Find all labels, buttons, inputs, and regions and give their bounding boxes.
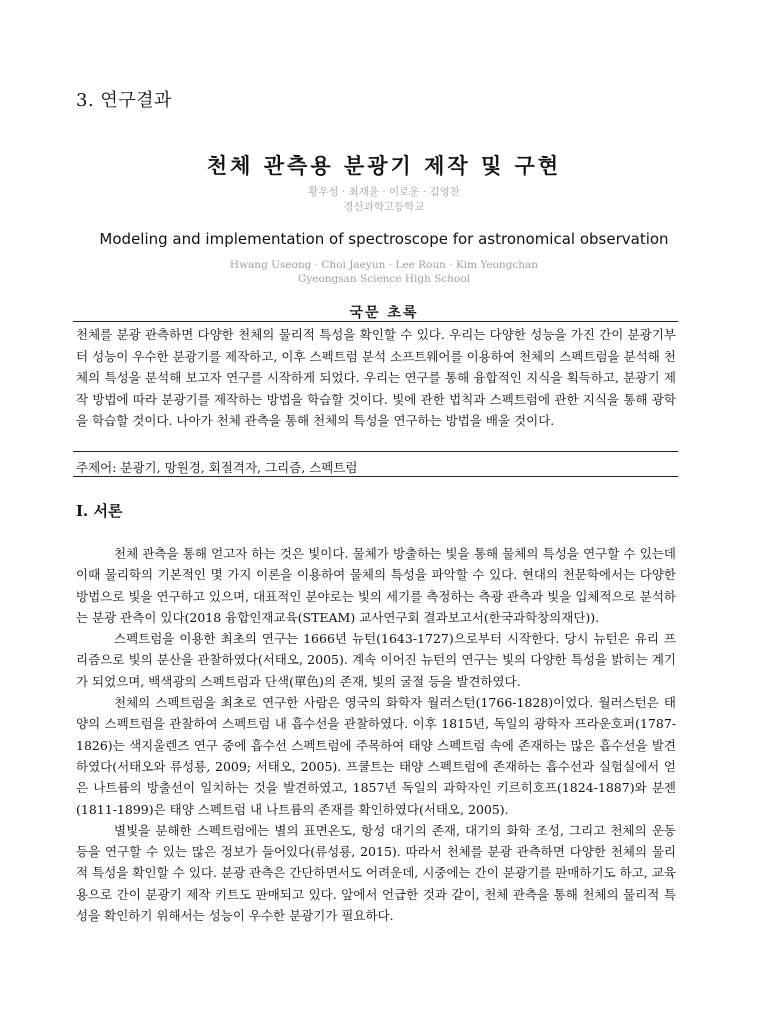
abstract-divider-rule [73, 451, 678, 452]
introduction-heading: Ⅰ. 서론 [76, 502, 123, 520]
paragraph: 스펙트럼을 이용한 최초의 연구는 1666년 뉴턴(1643-1727)으로부터 시작한다. 당시 뉴턴은 유리 프리즘으로 빛의 분산을 관찰하였다(서태오, 2005). 계속 이어진 뉴턴의 연구는 빛의 다양한 특성을 밝히는 계기가 되었으며, 백색광의 스펙트럼과 단색(單色)의 존재, 빛의 굴절 등을 발견하였다. [76, 631, 676, 689]
paragraph: 천체 관측을 통해 얻고자 하는 것은 빛이다. 물체가 방출하는 빛을 통해 물체의 특성을 연구할 수 있는데 이때 물리학의 기본적인 몇 가지 이론을 이용하여 물체의 특성을 파악할 수 있다. 현대의 천문학에서는 다양한 방법으로 빛을 연구하고 있으며, 대표적인 분야로는 빛의 세기를 측정하는 측광 관측과 빛을 입체적으로 분석하는 분광 관측이 있다(2018 융합인재교육(STEAM) 교사연구회 결과보고서(한국과학창의재단)). [76, 546, 676, 625]
authors-korean: 황우성 · 최재윤 · 이로운 · 김영찬 [308, 186, 460, 198]
abstract-text: 천체를 분광 관측하면 다양한 천체의 물리적 특성을 확인할 수 있다. 우리는 다양한 성능을 가진 간이 분광기부터 성능이 우수한 분광기를 제작하고, 이후 스펙트럼 분석 소프트웨어를 이용하여 천체의 스펙트럼을 분석해 천체의 특성을 분석해 보고자 연구를 시작하게 되었다. 우리는 연구를 통해 융합적인 지식을 획득하고, 분광기 제작 방법에 따라 분광기를 제작하는 방법을 학습할 것이다. 빛에 관한 법칙과 스펙트럼에 관한 지식을 통해 광학을 학습할 것이다. 나아가 천체 관측을 통해 천체의 특성을 연구하는 방법을 배울 것이다. [76, 327, 676, 428]
section-heading: 3. 연구결과 [76, 90, 172, 111]
affiliation-korean: 경산과학고등학교 [343, 201, 425, 213]
affiliation-english: Gyeongsan Science High School [297, 273, 471, 285]
keywords-bottom-rule [73, 476, 678, 477]
paragraph: 천체의 스펙트럼을 최초로 연구한 사람은 영국의 화학자 월러스턴(1766-1828)이었다. 월러스턴은 태양의 스펙트럼을 관찰하여 스펙트럼 내 흡수선을 관찰하였다. 이후 1815년, 독일의 광학자 프라운호퍼(1787-1826)는 색지울렌즈 연구 중에 흡수선 스펙트럼에 주목하여 태양 스펙트럼 속에 존재하는 많은 흡수선을 발견하였다(서태오와 류성룡, 2009; 서태오, 2005). 프쿨트는 태양 스펙트럼에 존재하는 흡수선과 실험실에서 얻은 나트륨의 방출선이 일치하는 것을 발견하였고, 1857년 독일의 과학자인 키르히호프(1824-1887)와 분젠(1811-1899)은 태양 스펙트럼 내 나트륨의 존재를 확인하였다(서태오, 2005). [76, 695, 676, 817]
paragraph: 별빛을 분해한 스펙트럼에는 별의 표면온도, 항성 대기의 존재, 대기의 화학 조성, 그리고 천체의 운동 등을 연구할 수 있는 많은 정보가 들어있다(류성룡, 2015). 따라서 천체를 분광 관측하면 다양한 천체의 물리적 특성을 확인할 수 있다. 분광 관측은 간단하면서도 어려운데, 시중에는 간이 분광기를 판매하기도 하고, 교육용으로 간이 분광기 제작 키트도 판매되고 있다. 앞에서 언급한 것과 같이, 천체 관측을 통해 천체의 물리적 특성을 확인하기 위해서는 성능이 우수한 분광기가 필요하다. [76, 822, 676, 924]
introduction-body [76, 543, 676, 926]
authors-english: Hwang Useong · Choi Jaeyun · Lee Roun · Kim Yeongchan [229, 259, 539, 271]
paper-title-korean: 천체 관측용 분광기 제작 및 구현 [206, 153, 562, 178]
paper-title-english: Modeling and implementation of spectroscope for astronomical observation [99, 230, 669, 248]
abstract-top-rule [73, 321, 678, 322]
keywords: 주제어: 분광기, 망원경, 회절격자, 그리즘, 스펙트럼 [76, 460, 358, 475]
abstract-heading: 국문 초록 [349, 305, 419, 321]
